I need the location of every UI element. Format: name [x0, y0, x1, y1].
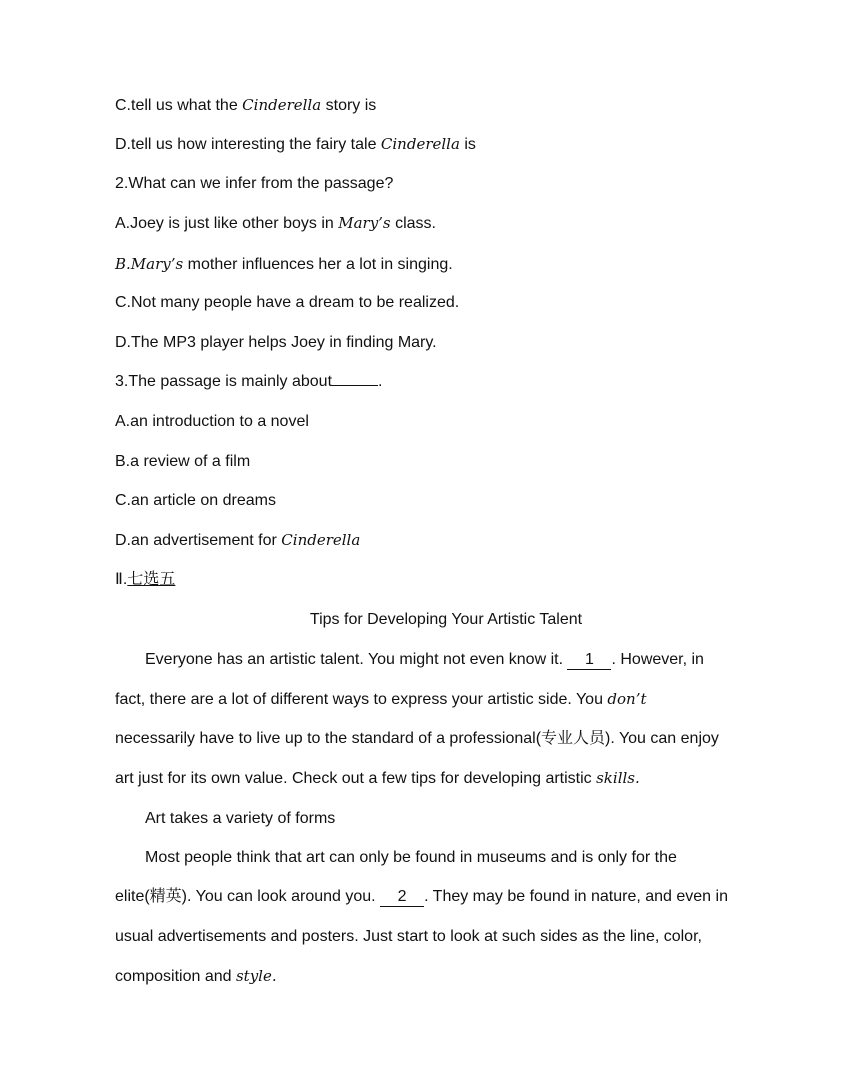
- q1-option-d: [115, 133, 476, 156]
- passage-p1-line2: [115, 688, 647, 711]
- q3-option-a: A.an introduction to a novel: [115, 413, 309, 430]
- q1-option-c: [115, 94, 376, 117]
- option-text: mother influences her a lot in singing.: [183, 256, 453, 273]
- q3-option-c: C.an article on dreams: [115, 492, 276, 509]
- passage-italic-text: skills.: [596, 769, 640, 787]
- passage-p2-line3: usual advertisements and posters. Just start to look at such sides as the line, color,: [115, 928, 702, 945]
- passage-text: . However, in: [611, 651, 704, 668]
- q3-option-d: [115, 529, 360, 552]
- passage-text: fact, there are a lot of different ways to express your artistic side. You: [115, 691, 608, 708]
- section-heading: [115, 569, 175, 591]
- answer-blank-2: 2: [380, 888, 424, 907]
- option-text: C.tell us what the: [115, 97, 243, 114]
- option-italic-text: Cinderella: [380, 135, 460, 153]
- option-text: story is: [321, 97, 377, 114]
- question-text: 3.The passage is mainly about: [115, 373, 333, 390]
- option-italic-text: B.Mary’s: [115, 255, 184, 273]
- q3-question: [115, 371, 382, 393]
- q2-option-b: [115, 253, 453, 276]
- q2-option-d: D.The MP3 player helps Joey in finding Mary.: [115, 334, 437, 351]
- answer-blank-1: 1: [567, 651, 611, 670]
- q2-option-a: [115, 212, 436, 235]
- passage-italic-text: style.: [235, 967, 277, 985]
- option-italic-text: Cinderella: [242, 96, 322, 114]
- option-text: D.tell us how interesting the fairy tale: [115, 136, 381, 153]
- passage-p1-line1: [145, 649, 704, 671]
- section-title: 七选五: [127, 571, 176, 588]
- q3-option-b: B.a review of a film: [115, 453, 251, 470]
- passage-text: . They may be found in nature, and even in: [424, 888, 728, 905]
- option-text: is: [459, 136, 476, 153]
- option-italic-text: Cinderella: [281, 531, 361, 549]
- q2-option-c: C.Not many people have a dream to be realized.: [115, 294, 460, 311]
- passage-text: Everyone has an artistic talent. You might not even know it.: [145, 651, 568, 668]
- question-text: .: [378, 373, 383, 390]
- passage-p2-line2: [115, 886, 728, 908]
- passage-text: art just for its own value. Check out a few tips for developing artistic: [115, 770, 597, 787]
- passage-italic-text: don’t: [607, 690, 647, 708]
- passage-p2-line1: Most people think that art can only be found in museums and is only for the: [145, 849, 677, 866]
- section-number: Ⅱ.: [115, 571, 128, 588]
- passage-p2-line4: [115, 965, 277, 988]
- option-text: class.: [390, 215, 436, 232]
- option-text: A.Joey is just like other boys in: [115, 215, 339, 232]
- q2-question: 2.What can we infer from the passage?: [115, 175, 394, 192]
- answer-blank: [332, 385, 378, 386]
- passage-text: composition and: [115, 968, 236, 985]
- passage-p1-line4: [115, 767, 640, 790]
- option-text: D.an advertisement for: [115, 532, 282, 549]
- option-italic-text: Mary’s: [338, 214, 391, 232]
- passage-title: Tips for Developing Your Artistic Talent: [309, 611, 583, 628]
- passage-p1-line3: necessarily have to live up to the standard of a professional(专业人员). You can enjoy: [115, 730, 719, 747]
- passage-text: elite(精英). You can look around you.: [115, 888, 381, 905]
- passage-subheading: Art takes a variety of forms: [145, 810, 336, 827]
